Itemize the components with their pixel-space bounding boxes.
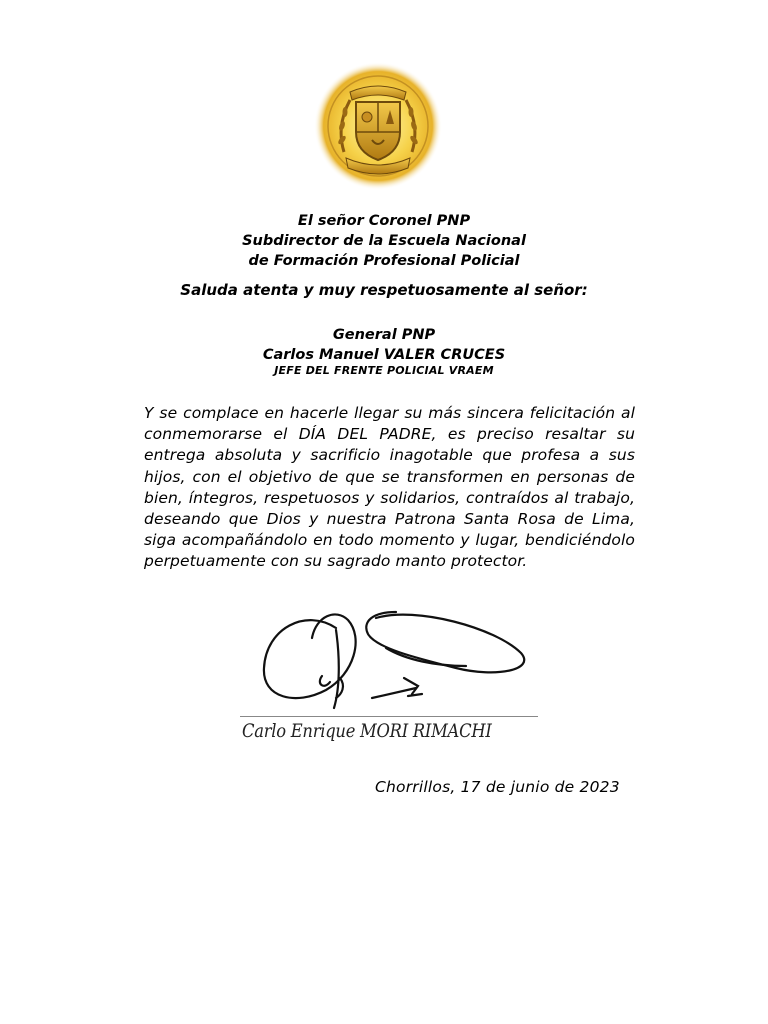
signer-name: Carlo Enrique MORI RIMACHI bbox=[242, 720, 492, 742]
police-emblem-icon bbox=[314, 62, 442, 190]
body-paragraph: Y se complace en hacerle llegar su más sincera felicitación al conmemorarse el DÍA DEL PADRE, es preciso resaltar su entrega absoluta y sacrificio inagotable que profesa a sus hijos, con el objetivo de que se transformen en personas de bien, íntegros, respetuosos y solidarios, contraídos al trabajo, deseando que Dios y nuestra Patrona Santa Rosa de Lima, siga acompañándolo en todo momento y lugar, bendiciéndolo perpetuamente con su sagrado manto protector. bbox=[144, 404, 635, 571]
recipient-name: Carlos Manuel VALER CRUCES bbox=[262, 347, 506, 363]
place-and-date: Chorrillos, 17 de junio de 2023 bbox=[375, 778, 620, 796]
greeting: Saluda atenta y muy respetuosamente al señor: bbox=[180, 281, 588, 299]
signature-line bbox=[240, 716, 538, 717]
police-emblem bbox=[314, 62, 442, 190]
recipient-rank: General PNP bbox=[332, 327, 436, 343]
recipient-block bbox=[0, 325, 768, 365]
sender-institution-line: de Formación Profesional Policial bbox=[248, 253, 520, 269]
sender-header bbox=[0, 211, 768, 271]
sender-title-line: El señor Coronel PNP bbox=[297, 213, 471, 229]
sender-office-line: Subdirector de la Escuela Nacional bbox=[242, 233, 526, 249]
recipient-position: JEFE DEL FRENTE POLICIAL VRAEM bbox=[274, 364, 494, 377]
